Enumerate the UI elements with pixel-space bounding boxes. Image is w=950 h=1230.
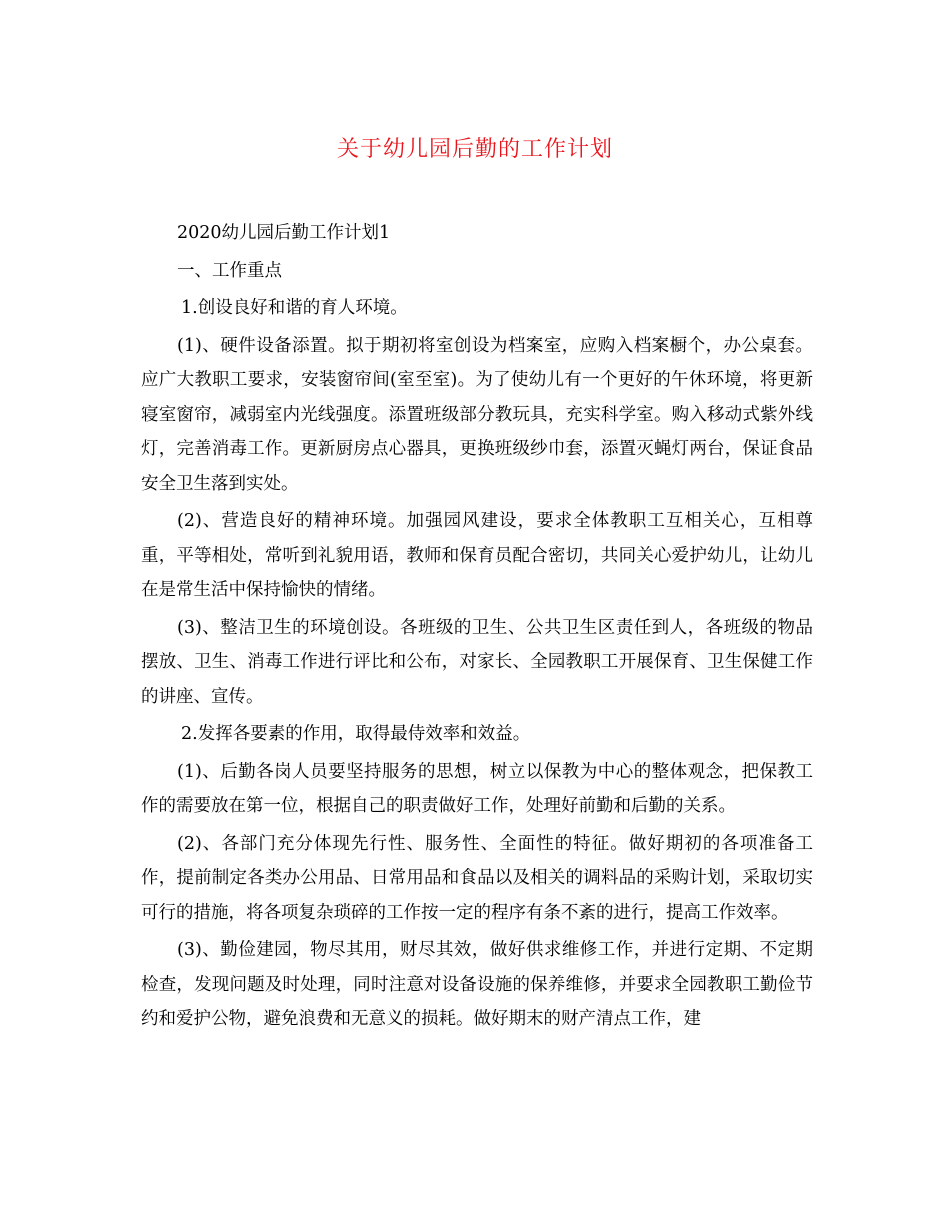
item-heading-1: 1.创设良好和谐的育人环境。 bbox=[181, 298, 408, 318]
paragraph-2-1: (1)、后勤各岗人员要坚持服务的思想，树立以保教为中心的整体观念，把保教工作的需要放在第一位，根据自己的职责做好工作，处理好前勤和后勤的关系。 bbox=[141, 761, 813, 816]
document-title: 关于幼儿园后勤的工作计划 bbox=[336, 137, 613, 162]
paragraph-2-2: (2)、各部门充分体现先行性、服务性、全面性的特征。做好期初的各项准备工作，提前制定各类办公用品、日常用品和食品以及相关的调料品的采购计划，采取切实可行的措施，将各项复杂琐碎的工作按一定的程序有条不紊的进行，提高工作效率。 bbox=[141, 833, 813, 923]
paragraph-1-3: (3)、整洁卫生的环境创设。各班级的卫生、公共卫生区责任到人，各班级的物品摆放、卫生、消毒工作进行评比和公布，对家长、全园教职工开展保育、卫生保健工作的讲座、宣传。 bbox=[141, 617, 813, 707]
paragraph-2-3: (3)、勤俭建园，物尽其用，财尽其效，做好供求维修工作，并进行定期、不定期检查，发现问题及时处理，同时注意对设备设施的保养维修，并要求全园教职工勤俭节约和爱护公物，避免浪费和无意义的损耗。做好期末的财产清点工作，建 bbox=[141, 940, 813, 1029]
section-heading-work-focus: 一、工作重点 bbox=[177, 260, 282, 281]
paragraph-1-1: (1)、硬件设备添置。拟于期初将室创设为档案室，应购入档案橱个，办公桌套。应广大教职工要求，安装窗帘间(室至室)。为了使幼儿有一个更好的午休环境，将更新寝室窗帘，减弱室内光线强度。添置班级部分教玩具，充实科学室。购入移动式紫外线灯，完善消毒工作。更新厨房点心器具，更换班级纱巾套，添置灭蝇灯两台，保证食品安全卫生落到实处。 bbox=[141, 335, 813, 494]
item-heading-2: 2.发挥各要素的作用，取得最侍效率和效益。 bbox=[181, 724, 531, 744]
paragraph-1-2: (2)、营造良好的精神环境。加强园风建设，要求全体教职工互相关心，互相尊重，平等相处，常听到礼貌用语，教师和保育员配合密切，共同关心爱护幼儿，让幼儿在是常生活中保持愉快的情绪。 bbox=[141, 511, 813, 600]
plan-heading: 2020幼儿园后勤工作计划1 bbox=[177, 223, 391, 243]
document-body bbox=[141, 216, 813, 1040]
